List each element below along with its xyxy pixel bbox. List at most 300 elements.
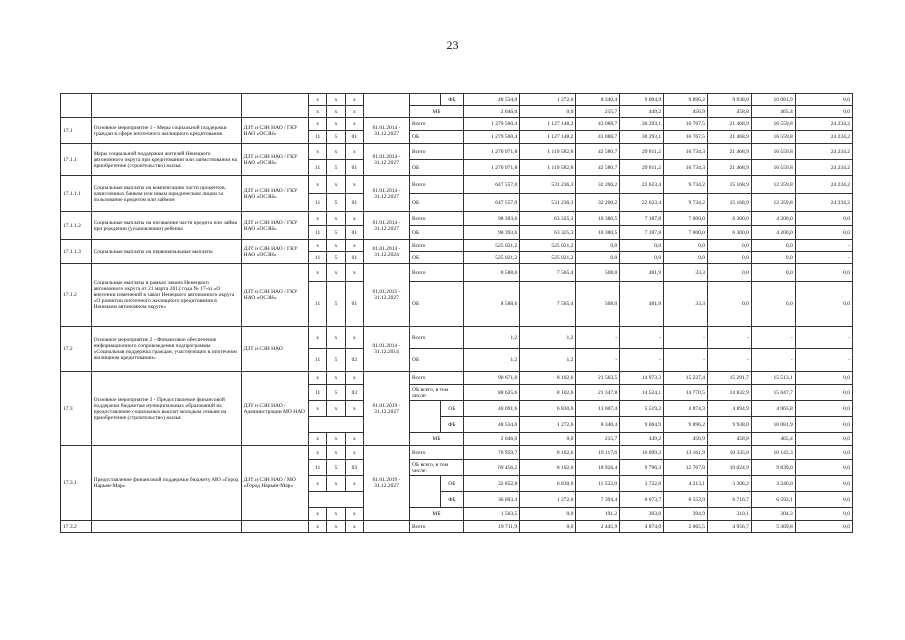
code-cell: 5 bbox=[327, 131, 345, 144]
value-cell: 458,8 bbox=[707, 433, 751, 446]
value-cell: 8 340,4 bbox=[576, 94, 620, 106]
source-indent-cell bbox=[409, 476, 440, 508]
value-cell: 43 088,7 bbox=[576, 131, 620, 144]
value-cell: 24 234,2 bbox=[795, 131, 852, 144]
value-cell: 508,0 bbox=[576, 264, 620, 282]
code-cell: x bbox=[345, 212, 363, 226]
activity-name: Социальные выплаты на погашение части кредита или займа при рождении (усыновлении) ребенка bbox=[91, 212, 241, 240]
value-cell: 481,9 bbox=[620, 282, 664, 327]
value-cell: 21 468,9 bbox=[707, 118, 751, 131]
value-cell: 24 234,2 bbox=[795, 176, 852, 194]
code-cell: x bbox=[308, 508, 326, 521]
value-cell: 48 534,0 bbox=[464, 94, 520, 106]
source-cell: ОБ bbox=[409, 160, 463, 176]
source-cell: ОБ bbox=[440, 476, 463, 492]
table-row bbox=[61, 118, 853, 131]
code-cell: 11 bbox=[308, 349, 326, 372]
activity-name: Основное мероприятие 3 - Предоставление финансовой поддержки бюджетам муниципальных образований на предоставление социальных выплат молодым семьям на приобретение (строительство) жилья bbox=[91, 372, 241, 446]
source-cell: ОБ всего, в том числе: bbox=[409, 385, 463, 401]
code-cell: x bbox=[345, 521, 363, 533]
code-cell bbox=[308, 492, 363, 508]
value-cell: 0,0 bbox=[620, 240, 664, 252]
value-cell: 1,2 bbox=[464, 327, 520, 349]
code-cell: x bbox=[308, 118, 326, 131]
value-cell: 16 734,3 bbox=[664, 160, 708, 176]
code-cell: 01 bbox=[345, 131, 363, 144]
value-cell: 0,0 bbox=[795, 460, 852, 476]
activity-executor: ДЗТ и СЗН НАО / ГКУ НАО «ОСЗН» bbox=[241, 118, 308, 144]
value-cell: 22 623,4 bbox=[620, 194, 664, 212]
value-cell: 13 007,4 bbox=[576, 401, 620, 417]
code-cell: x bbox=[345, 508, 363, 521]
table-row bbox=[61, 144, 853, 160]
value-cell: 0,0 bbox=[707, 240, 751, 252]
activity-period: 01.01.2019 - 31.12.2027 bbox=[364, 372, 410, 446]
value-cell: 15 227,4 bbox=[664, 372, 708, 385]
activity-number: 17.1 bbox=[61, 118, 92, 144]
activity-number: 17.2 bbox=[61, 327, 92, 372]
value-cell: 19 117,6 bbox=[576, 446, 620, 460]
value-cell: 19 711,9 bbox=[464, 521, 520, 533]
value-cell: 43 088,7 bbox=[576, 118, 620, 131]
source-indent-cell bbox=[409, 401, 440, 433]
value-cell: 0,0 bbox=[795, 401, 852, 417]
value-cell: 481,9 bbox=[620, 264, 664, 282]
value-cell: 10 024,9 bbox=[707, 460, 751, 476]
source-cell: Всего bbox=[409, 144, 463, 160]
value-cell: 2 046,0 bbox=[464, 106, 520, 118]
value-cell: - bbox=[576, 327, 620, 349]
code-cell: x bbox=[327, 94, 345, 106]
code-cell: 5 bbox=[327, 252, 345, 264]
activity-number: 17.1.1.1 bbox=[61, 176, 92, 212]
value-cell: 0,0 bbox=[795, 282, 852, 327]
value-cell: 465,4 bbox=[751, 433, 795, 446]
value-cell: 508,0 bbox=[576, 282, 620, 327]
source-cell: Всего bbox=[409, 240, 463, 252]
source-cell: ОБ bbox=[409, 349, 463, 372]
value-cell: 8 102,6 bbox=[520, 385, 576, 401]
value-cell: 8 340,4 bbox=[576, 417, 620, 433]
code-cell: 5 bbox=[327, 385, 345, 401]
value-cell: 24 234,2 bbox=[795, 160, 852, 176]
value-cell: 531 236,3 bbox=[520, 176, 576, 194]
value-cell: 98 393,6 bbox=[464, 226, 520, 240]
value-cell: 9 734,2 bbox=[664, 194, 708, 212]
code-cell: x bbox=[345, 176, 363, 194]
value-cell: 7 187,8 bbox=[620, 226, 664, 240]
value-cell: 1 127 148,2 bbox=[520, 131, 576, 144]
value-cell: 0,0 bbox=[795, 492, 852, 508]
table-row bbox=[61, 94, 853, 106]
value-cell: 8 588,6 bbox=[464, 264, 520, 282]
value-cell: - bbox=[795, 349, 852, 372]
code-cell: x bbox=[308, 372, 326, 385]
source-cell: ОБ bbox=[409, 282, 463, 327]
value-cell: 42 580,7 bbox=[576, 160, 620, 176]
value-cell: 0,0 bbox=[795, 476, 852, 492]
value-cell: 6 830,0 bbox=[520, 476, 576, 492]
value-cell: 0,0 bbox=[751, 240, 795, 252]
code-cell: x bbox=[327, 118, 345, 131]
value-cell: 14 770,5 bbox=[664, 385, 708, 401]
value-cell: 29 811,2 bbox=[620, 144, 664, 160]
code-cell: x bbox=[345, 327, 363, 349]
value-cell: - bbox=[664, 349, 708, 372]
source-cell: ФБ bbox=[440, 492, 463, 508]
source-cell: МБ bbox=[409, 433, 463, 446]
value-cell: 9 896,2 bbox=[664, 417, 708, 433]
activity-executor bbox=[241, 521, 308, 533]
value-cell: 0,0 bbox=[795, 226, 852, 240]
value-cell: 29 811,2 bbox=[620, 160, 664, 176]
source-cell: ОБ bbox=[409, 252, 463, 264]
code-cell: x bbox=[327, 508, 345, 521]
code-cell: x bbox=[327, 240, 345, 252]
value-cell: 6 716,7 bbox=[707, 492, 751, 508]
code-cell: x bbox=[327, 176, 345, 194]
code-cell: x bbox=[327, 144, 345, 160]
value-cell: 4 213,1 bbox=[664, 476, 708, 492]
activity-name: Социальные выплаты в рамках закона Ненецкого автономного округа от 21 марта 2012 года № 17-оз «О внесении изменений в закон Ненецкого автономного округа «О развитии ипотечного жилищного кредитования в Ненецком автономном округе» bbox=[91, 264, 241, 327]
value-cell: 525 021,2 bbox=[464, 252, 520, 264]
value-cell: 525 021,2 bbox=[464, 240, 520, 252]
value-cell: 9 734,2 bbox=[664, 176, 708, 194]
activity-executor: ДЗТ и СЗН НАО / ГКУ НАО «ОСЗН» bbox=[241, 212, 308, 240]
value-cell: 394,9 bbox=[664, 508, 708, 521]
code-cell: x bbox=[308, 106, 326, 118]
activity-executor: ДЗТ и СЗН НАО bbox=[241, 327, 308, 372]
value-cell: 18 926,4 bbox=[576, 460, 620, 476]
source-cell: Всего bbox=[409, 118, 463, 131]
activity-executor: ДЗТ и СЗН НАО / ГКУ НАО «ОСЗН» bbox=[241, 144, 308, 176]
value-cell: 0,0 bbox=[751, 252, 795, 264]
value-cell: 15 047,7 bbox=[751, 385, 795, 401]
activity-period: 01.01.2014 - 31.12.2027 bbox=[364, 212, 410, 240]
code-cell: 11 bbox=[308, 252, 326, 264]
code-cell: 11 bbox=[308, 194, 326, 212]
code-cell: x bbox=[345, 401, 363, 417]
activity-name: Основное мероприятие 1 - Меры социальной поддержки граждан в сфере ипотечного жилищного кредитования bbox=[91, 118, 241, 144]
code-cell: x bbox=[327, 372, 345, 385]
activity-number: 17.3 bbox=[61, 372, 92, 446]
code-cell: x bbox=[327, 264, 345, 282]
value-cell: 98 393,6 bbox=[464, 212, 520, 226]
value-cell: 1,2 bbox=[520, 349, 576, 372]
value-cell: 8 102,6 bbox=[520, 446, 576, 460]
value-cell: 16 559,8 bbox=[751, 118, 795, 131]
value-cell: - bbox=[795, 327, 852, 349]
value-cell: - bbox=[664, 327, 708, 349]
value-cell: 10 143,3 bbox=[751, 446, 795, 460]
code-cell: x bbox=[308, 446, 326, 460]
source-cell: ОБ bbox=[409, 131, 463, 144]
value-cell: 10 081,9 bbox=[751, 94, 795, 106]
source-cell: ФБ bbox=[440, 417, 463, 433]
value-cell: 32 852,8 bbox=[464, 476, 520, 492]
value-cell: 12 359,8 bbox=[751, 194, 795, 212]
value-cell: 0,0 bbox=[795, 372, 852, 385]
value-cell: 9 938,0 bbox=[707, 417, 751, 433]
code-cell: 5 bbox=[327, 194, 345, 212]
code-cell: x bbox=[308, 327, 326, 349]
source-cell: МБ bbox=[409, 106, 463, 118]
source-cell: Всего bbox=[409, 176, 463, 194]
value-cell: 40 091,6 bbox=[464, 401, 520, 417]
code-cell: x bbox=[308, 212, 326, 226]
code-cell: 01 bbox=[345, 282, 363, 327]
value-cell: - bbox=[620, 349, 664, 372]
activity-period: 01.01.2014 - 31.12.2027 bbox=[364, 144, 410, 176]
number-cell bbox=[61, 94, 92, 118]
value-cell: 0,0 bbox=[795, 508, 852, 521]
value-cell: 5 519,2 bbox=[620, 401, 664, 417]
value-cell: 0,0 bbox=[795, 212, 852, 226]
value-cell: 63 325,3 bbox=[520, 212, 576, 226]
value-cell: - bbox=[795, 252, 852, 264]
code-cell: 03 bbox=[345, 460, 363, 476]
value-cell: 0,0 bbox=[520, 433, 576, 446]
code-cell: x bbox=[345, 264, 363, 282]
value-cell: 10 335,0 bbox=[707, 446, 751, 460]
value-cell: 0,0 bbox=[664, 252, 708, 264]
value-cell: 21 468,9 bbox=[707, 131, 751, 144]
value-cell: 7 000,0 bbox=[664, 212, 708, 226]
table-row bbox=[61, 212, 853, 226]
value-cell: 22 623,4 bbox=[620, 176, 664, 194]
code-cell: x bbox=[345, 446, 363, 460]
source-cell: МБ bbox=[409, 508, 463, 521]
code-cell: 01 bbox=[345, 252, 363, 264]
value-cell: 16 559,8 bbox=[751, 160, 795, 176]
activity-period: 01.01.2014 - 31.12.2014 bbox=[364, 327, 410, 372]
value-cell: 7 187,8 bbox=[620, 212, 664, 226]
code-cell: x bbox=[345, 240, 363, 252]
activity-number: 17.1.1.3 bbox=[61, 240, 92, 264]
value-cell: 4 874,3 bbox=[664, 401, 708, 417]
value-cell: 30 293,1 bbox=[620, 118, 664, 131]
value-cell: 449,2 bbox=[620, 106, 664, 118]
value-cell: 10 380,5 bbox=[576, 212, 620, 226]
code-cell: x bbox=[308, 264, 326, 282]
value-cell: 10 380,5 bbox=[576, 226, 620, 240]
value-cell: 14 524,1 bbox=[620, 385, 664, 401]
value-cell: 1 272,6 bbox=[520, 94, 576, 106]
value-cell: 1 503,5 bbox=[464, 508, 520, 521]
value-cell: 5 369,8 bbox=[751, 521, 795, 533]
source-cell: ОБ всего, в том числе: bbox=[409, 460, 463, 476]
code-cell: x bbox=[345, 372, 363, 385]
code-cell: x bbox=[345, 144, 363, 160]
value-cell: 4 200,0 bbox=[751, 226, 795, 240]
value-cell: 10 081,9 bbox=[751, 417, 795, 433]
value-cell: 13 161,9 bbox=[664, 446, 708, 460]
value-cell: 1 272,6 bbox=[520, 417, 576, 433]
value-cell: 4 200,0 bbox=[751, 212, 795, 226]
activity-period: 01.01.2014 - 31.12.2024 bbox=[364, 240, 410, 264]
value-cell: 4 956,7 bbox=[707, 521, 751, 533]
value-cell: 21 468,9 bbox=[707, 144, 751, 160]
value-cell: 24 234,2 bbox=[795, 118, 852, 131]
value-cell: 4 965,8 bbox=[751, 401, 795, 417]
value-cell: 8 102,6 bbox=[520, 372, 576, 385]
value-cell: 7 394,4 bbox=[576, 492, 620, 508]
value-cell: 1 119 582,8 bbox=[520, 160, 576, 176]
period-cell bbox=[364, 94, 410, 118]
value-cell: - bbox=[620, 327, 664, 349]
value-cell: 1,2 bbox=[520, 327, 576, 349]
value-cell: 6 300,0 bbox=[707, 226, 751, 240]
activity-name: Меры социальной поддержки жителей Ненецкого автономного округа при кредитовании или заимствовании на приобретение (строительство) жилья bbox=[91, 144, 241, 176]
value-cell: 11 532,0 bbox=[576, 476, 620, 492]
code-cell: 11 bbox=[308, 460, 326, 476]
code-cell: 03 bbox=[345, 385, 363, 401]
value-cell: 6 830,0 bbox=[520, 401, 576, 417]
activity-number: 17.3.1 bbox=[61, 446, 92, 521]
code-cell: 11 bbox=[308, 282, 326, 327]
value-cell: 0,0 bbox=[751, 282, 795, 327]
value-cell: 0,0 bbox=[795, 433, 852, 446]
code-cell: 01 bbox=[345, 226, 363, 240]
value-cell: 1 272,6 bbox=[520, 492, 576, 508]
value-cell: 21 563,5 bbox=[576, 372, 620, 385]
value-cell: - bbox=[795, 240, 852, 252]
activity-name: Социальные выплаты на компенсацию части процентов, начисленных банком или иным юридическим лицом за пользование кредитом или займом bbox=[91, 176, 241, 212]
value-cell: 30 293,1 bbox=[620, 131, 664, 144]
name-cell bbox=[91, 94, 241, 118]
code-cell: x bbox=[327, 476, 345, 492]
value-cell: 15 513,1 bbox=[751, 372, 795, 385]
code-cell: 01 bbox=[345, 160, 363, 176]
value-cell: 456,9 bbox=[664, 106, 708, 118]
code-cell: x bbox=[308, 401, 326, 417]
value-cell: 9 004,9 bbox=[620, 417, 664, 433]
code-cell: 5 bbox=[327, 282, 345, 327]
value-cell: 8 102,6 bbox=[520, 460, 576, 476]
table-row bbox=[61, 264, 853, 282]
value-cell: 191,2 bbox=[576, 508, 620, 521]
code-cell: 02 bbox=[345, 349, 363, 372]
activity-executor: ДЗТ и СЗН НАО / ГКУ НАО «ОСЗН» bbox=[241, 240, 308, 264]
value-cell: 15 291,7 bbox=[707, 372, 751, 385]
code-cell: 5 bbox=[327, 160, 345, 176]
value-cell: 4 874,0 bbox=[620, 521, 664, 533]
source-cell: Всего bbox=[409, 212, 463, 226]
value-cell: 303,0 bbox=[620, 508, 664, 521]
value-cell: 2 445,9 bbox=[576, 521, 620, 533]
value-cell: 21 347,8 bbox=[576, 385, 620, 401]
value-cell: 15 168,9 bbox=[707, 176, 751, 194]
code-cell: 5 bbox=[327, 349, 345, 372]
code-cell: x bbox=[327, 433, 345, 446]
activity-period: 01.01.2015 - 31.12.2027 bbox=[364, 264, 410, 327]
code-cell: x bbox=[308, 476, 326, 492]
value-cell: 15 168,9 bbox=[707, 194, 751, 212]
source-cell: Всего bbox=[409, 372, 463, 385]
table-row bbox=[61, 521, 853, 533]
activity-executor: ДЗТ и СЗН НАО / ГКУ НАО «ОСЗН» bbox=[241, 176, 308, 212]
value-cell: 16 559,8 bbox=[751, 131, 795, 144]
value-cell: 0,0 bbox=[707, 282, 751, 327]
activity-name bbox=[91, 521, 241, 533]
value-cell: 90 671,6 bbox=[464, 372, 520, 385]
value-cell: 16 767,5 bbox=[664, 118, 708, 131]
value-cell: 9 796,3 bbox=[620, 460, 664, 476]
value-cell: 12 359,8 bbox=[751, 176, 795, 194]
value-cell: 4 894,9 bbox=[707, 401, 751, 417]
value-cell: 8 553,9 bbox=[664, 492, 708, 508]
activity-executor: ДЗТ и СЗН НАО / МО «Город Нарьян-Мар» bbox=[241, 446, 308, 521]
source-cell: ОБ bbox=[440, 401, 463, 417]
value-cell: 6 300,0 bbox=[707, 212, 751, 226]
source-cell: Всего bbox=[409, 327, 463, 349]
value-cell: - bbox=[707, 349, 751, 372]
code-cell: x bbox=[345, 476, 363, 492]
code-cell: x bbox=[345, 94, 363, 106]
value-cell: 456,9 bbox=[664, 433, 708, 446]
code-cell: x bbox=[345, 106, 363, 118]
value-cell: 0,0 bbox=[795, 417, 852, 433]
value-cell: 33,3 bbox=[664, 282, 708, 327]
value-cell: 0,0 bbox=[795, 94, 852, 106]
table-row bbox=[61, 176, 853, 194]
value-cell: 1 279 560,4 bbox=[464, 131, 520, 144]
code-cell: x bbox=[308, 144, 326, 160]
value-cell: 7 565,4 bbox=[520, 282, 576, 327]
activity-number: 17.1.1 bbox=[61, 144, 92, 176]
code-cell: 11 bbox=[308, 160, 326, 176]
value-cell: 69 456,2 bbox=[464, 460, 520, 476]
activity-period bbox=[364, 521, 410, 533]
code-cell bbox=[308, 417, 363, 433]
table-body bbox=[61, 94, 853, 533]
source-indent-cell bbox=[409, 94, 440, 106]
value-cell: 215,7 bbox=[576, 106, 620, 118]
value-cell: 24 234,2 bbox=[795, 144, 852, 160]
code-cell: x bbox=[327, 327, 345, 349]
budget-table bbox=[60, 93, 853, 533]
value-cell: 9 938,0 bbox=[707, 94, 751, 106]
value-cell: 215,7 bbox=[576, 433, 620, 446]
value-cell: 6 592,1 bbox=[751, 492, 795, 508]
value-cell: 647 557,0 bbox=[464, 194, 520, 212]
value-cell: 531 236,3 bbox=[520, 194, 576, 212]
value-cell: 1 127 148,2 bbox=[520, 118, 576, 131]
code-cell: 11 bbox=[308, 385, 326, 401]
code-cell: x bbox=[308, 433, 326, 446]
value-cell: 14 973,3 bbox=[620, 372, 664, 385]
value-cell: 465,4 bbox=[751, 106, 795, 118]
value-cell: 70 959,7 bbox=[464, 446, 520, 460]
code-cell: x bbox=[308, 240, 326, 252]
value-cell: 16 559,8 bbox=[751, 144, 795, 160]
page-number: 23 bbox=[446, 38, 459, 52]
value-cell: 525 021,2 bbox=[520, 252, 576, 264]
value-cell: 33,3 bbox=[664, 264, 708, 282]
activity-executor: ДЗТ и СЗН НАО / Администрации МО НАО bbox=[241, 372, 308, 446]
value-cell: 647 557,0 bbox=[464, 176, 520, 194]
value-cell: 3 246,0 bbox=[751, 476, 795, 492]
code-cell: 5 bbox=[327, 460, 345, 476]
value-cell: 0,0 bbox=[707, 252, 751, 264]
code-cell: x bbox=[345, 433, 363, 446]
value-cell: 9 839,0 bbox=[751, 460, 795, 476]
value-cell: 3 308,2 bbox=[707, 476, 751, 492]
source-cell: ОБ bbox=[409, 194, 463, 212]
value-cell: 7 000,0 bbox=[664, 226, 708, 240]
activity-period: 01.01.2019 - 31.12.2027 bbox=[364, 446, 410, 521]
value-cell: 42 580,7 bbox=[576, 144, 620, 160]
